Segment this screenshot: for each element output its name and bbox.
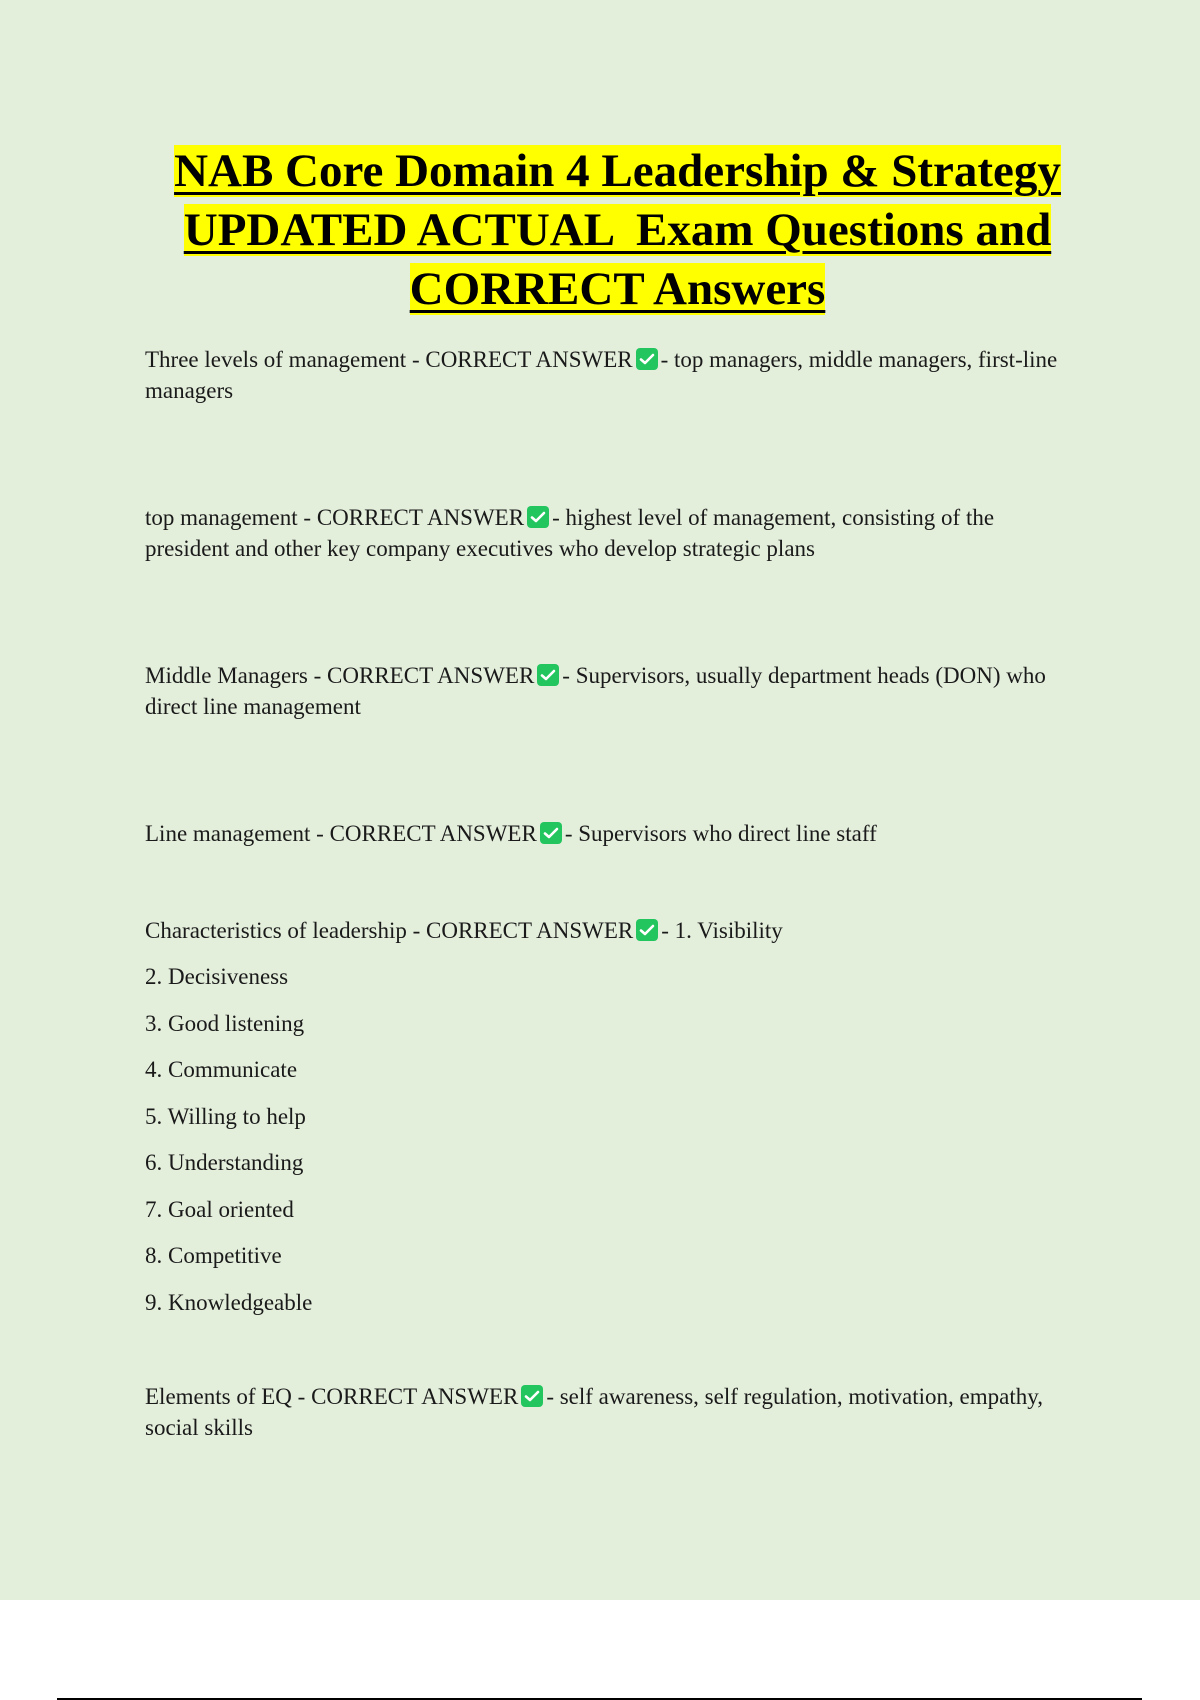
qa-marker: - CORRECT ANSWER [411,347,633,372]
qa-answer: - 1. Visibility [661,918,783,943]
qa-term: Three levels of management [145,347,407,372]
list-item: 7. Goal oriented [145,1196,294,1222]
green-checkmark-icon [537,664,559,686]
title-line-3: CORRECT Answers [409,263,826,315]
qa-item [145,660,1080,722]
qa-list [145,344,1080,1443]
green-checkmark-icon [521,1385,543,1407]
qa-term: top management [145,505,298,530]
qa-item [145,1381,1080,1443]
qa-item [145,344,1080,406]
qa-answer: - highest level of management, consisting of the president and other key company executives who develop strategic plans [145,505,995,561]
title-line-2: UPDATED ACTUAL Exam Questions and [183,204,1052,256]
qa-marker: - CORRECT ANSWER [412,918,634,943]
qa-term: Characteristics of leadership [145,918,407,943]
qa-answer: - self awareness, self regulation, motivation, empathy, social skills [145,1383,1044,1440]
leadership-characteristics-list [145,961,1080,1318]
list-item: 5. Willing to help [145,1103,306,1129]
qa-answer: - top managers, middle managers, first-line managers [145,347,1058,403]
qa-answer: - Supervisors who direct line staff [564,821,877,846]
list-item: 6. Understanding [145,1150,304,1175]
qa-marker: - CORRECT ANSWER [297,1383,519,1409]
qa-marker: - CORRECT ANSWER [303,505,525,530]
green-checkmark-icon [636,919,658,941]
document-title [100,142,1135,319]
qa-marker: - CORRECT ANSWER [316,821,537,846]
list-item: 8. Competitive [145,1243,282,1268]
qa-marker: - CORRECT ANSWER [313,663,535,688]
qa-item [145,818,1080,849]
qa-item [145,502,1080,564]
qa-item [145,915,1080,946]
green-checkmark-icon [527,506,549,528]
qa-term: Elements of EQ [145,1383,292,1409]
list-item: 9. Knowledgeable [145,1289,313,1315]
list-item: 2. Decisiveness [145,964,289,989]
qa-term: Line management [145,821,311,846]
green-checkmark-icon [636,348,658,370]
list-item: 4. Communicate [145,1057,298,1082]
title-line-1: NAB Core Domain 4 Leadership & Strategy [174,145,1061,197]
list-item: 3. Good listening [145,1010,305,1036]
qa-answer: - Supervisors, usually department heads (DON) who direct line management [145,663,1046,719]
qa-term: Middle Managers [145,663,308,688]
green-checkmark-icon [540,822,562,844]
